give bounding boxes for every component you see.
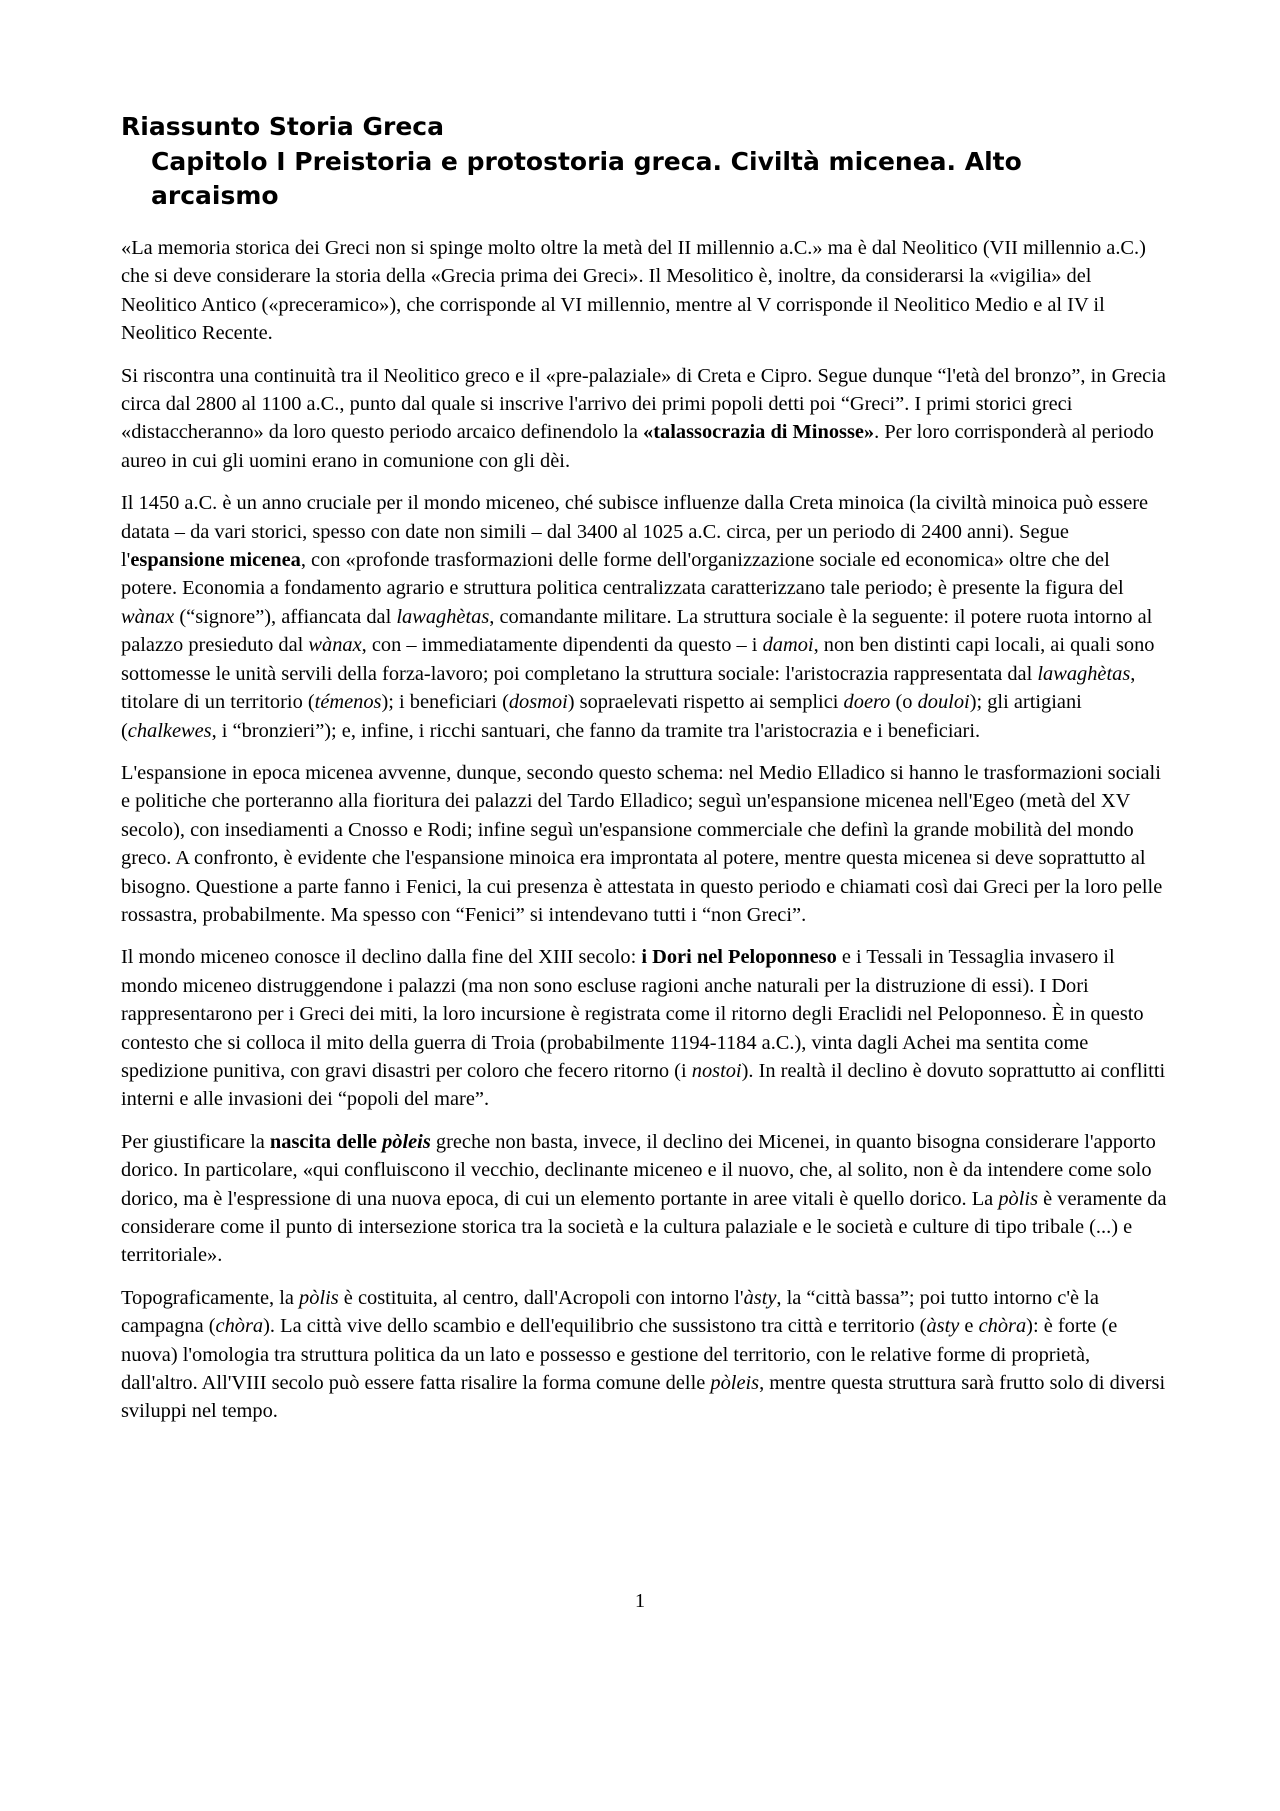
italic-term: wànax: [121, 605, 175, 628]
paragraph: [121, 489, 1169, 745]
document-title: Riassunto Storia Greca: [121, 112, 444, 141]
text-run: e: [959, 1315, 979, 1338]
text-run: «La memoria storica dei Greci non si spinge molto oltre la metà del II millennio a.C.» ma è dal Neolitico (VII millennio a.C.) che si deve considerare la storia della «Grecia prima dei Greci». Il Mesolitico è, inoltre, da considerarsi la «vigilia» del Neolitico Antico («preceramico»), che corrisponde al VI millennio, mentre al V corrisponde il Neolitico Medio e al IV il Neolitico Recente.: [121, 237, 1146, 345]
text-run: ). In realtà il declino è dovuto soprattutto ai conflitti interni e alle invasioni dei “popoli del mare”.: [121, 1059, 1166, 1111]
text-run: ) sopraelevati rispetto ai semplici: [567, 691, 844, 714]
bold-term: «talassocrazia di Minosse»: [643, 421, 875, 444]
text-run: (o: [890, 691, 918, 714]
text-run: Topograficamente, la: [121, 1286, 300, 1309]
italic-term: damoi: [762, 634, 814, 657]
italic-term: wànax: [308, 634, 362, 657]
text-run: è veramente da considerare come il punto di intersezione storica tra la società e la cultura palaziale e le società e culture di tipo tribale (...) e territoriale».: [121, 1187, 1167, 1267]
text-run: , i “bronzieri”); e, infine, i ricchi santuari, che fanno da tramite tra l'aristocrazia e i beneficiari.: [211, 719, 981, 742]
text-run: , con «profonde trasformazioni delle forme dell'organizzazione sociale ed economica» oltre che del potere. Economia a fondamento agrario e struttura politica centralizzata caratterizzano tale periodo; è presente la figura del: [121, 549, 1124, 600]
italic-term: nostoi: [691, 1059, 742, 1082]
chapter-title: Capitolo I Preistoria e protostoria greca. Civiltà micenea. Alto arcaismo: [151, 147, 1022, 210]
paragraph: [121, 362, 1169, 476]
italic-term: pòlis: [998, 1187, 1038, 1210]
bold-term: espansione micenea: [130, 549, 301, 572]
italic-term: lawaghètas: [1037, 662, 1131, 685]
text-run: , la “città bassa”; poi tutto intorno c'è la campagna (: [121, 1286, 1099, 1338]
text-run: è costituita, al centro, dall'Acropoli con intorno l': [338, 1286, 744, 1309]
text-run: greche non basta, invece, il declino dei Micenei, in quanto bisogna considerare l'apporto dorico. In particolare, «qui confluiscono il vecchio, declinante miceneo e il nuovo, che, al solito, non è da intendere come solo dorico, ma è l'espressione di una nuova epoca, di cui un elemento portante in aree vitali è quello dorico. La: [121, 1130, 1156, 1210]
body-text: [121, 234, 1169, 1440]
bold-term: nascita delle: [269, 1130, 383, 1153]
italic-term: pòlis: [299, 1286, 339, 1309]
italic-term: dosmoi: [508, 691, 568, 714]
bold-term: i Dori nel Peloponneso: [641, 946, 837, 969]
text-run: Il 1450 a.C. è un anno cruciale per il mondo miceneo, ché subisce influenze dalla Creta minoica (la civiltà minoica può essere datata – da vari storici, spesso con date non simili – dal 3400 al 1025 a.C. circa, per un periodo di 2400 anni). Segue l': [121, 492, 1149, 572]
text-run: , mentre questa struttura sarà frutto solo di diversi sviluppi nel tempo.: [121, 1372, 1166, 1423]
italic-term: pòleis: [710, 1372, 760, 1395]
italic-term: témenos: [314, 691, 382, 714]
paragraph: [121, 759, 1169, 929]
text-run: L'espansione in epoca micenea avvenne, dunque, secondo questo schema: nel Medio Elladico si hanno le trasformazioni sociali e politiche che porteranno alla fioritura dei palazzi del Tardo Elladico; seguì un'espansione micenea nell'Egeo (metà del XV secolo), con insediamenti a Cnosso e Rodi; infine seguì un'espansione commerciale che definì la grande mobilità del mondo greco. A confronto, è evidente che l'espansione minoica era improntata al potere, mentre questa micenea si deve soprattutto al bisogno. Questione a parte fanno i Fenici, la cui presenza è attestata in questo periodo e chiamati così dai Greci per la loro pelle rossastra, probabilmente. Ma spesso con “Fenici” si intendevano tutti i “non Greci”.: [121, 761, 1163, 926]
text-run: , comandante militare. La struttura sociale è la seguente: il potere ruota intorno al palazzo presieduto dal: [121, 605, 1153, 657]
bold-italic-term: pòleis: [382, 1130, 431, 1153]
text-run: . Per loro corrisponderà al periodo aureo in cui gli uomini erano in comunione con gli dèi.: [121, 421, 1154, 472]
italic-term: douloi: [917, 691, 970, 714]
page-number: 1: [634, 1590, 646, 1612]
text-run: (“signore”), affiancata dal: [174, 605, 397, 628]
italic-term: àsty: [926, 1315, 960, 1338]
italic-term: lawaghètas: [396, 605, 490, 628]
italic-term: chalkewes: [127, 719, 212, 742]
text-run: ): è forte (e nuova) l'omologia tra struttura politica da un lato e possesso e gestione del territorio, con le relative forme di proprietà, dall'altro. All'VIII secolo può essere fatta risalire la forma comune delle: [121, 1315, 1118, 1395]
paragraph: [121, 943, 1169, 1113]
italic-term: doero: [843, 691, 891, 714]
text-run: e i Tessali in Tessaglia invasero il mondo miceneo distruggendone i palazzi (ma non sono escluse ragioni anche naturali per la distruzione di essi). I Dori rappresentarono per i Greci dei miti, la loro incursione è registrata come il ritorno degli Eraclidi nel Peloponneso. È in questo contesto che si colloca il mito della guerra di Troia (probabilmente 1194-1184 a.C.), vinta dagli Achei ma sentita come spedizione punitiva, con gravi disastri per coloro che fecero ritorno (i: [121, 946, 1144, 1082]
italic-term: chòra: [978, 1315, 1027, 1338]
paragraph: [121, 1284, 1169, 1426]
italic-term: chòra: [215, 1315, 264, 1338]
text-run: Per giustificare la: [121, 1130, 270, 1153]
text-run: , titolare di un territorio (: [121, 662, 1136, 714]
text-run: ). La città vive dello scambio e dell'equilibrio che sussistono tra città e territorio (: [263, 1315, 927, 1338]
text-run: , con – immediatamente dipendenti da questo – i: [361, 634, 763, 657]
text-run: ); gli artigiani (: [121, 691, 1082, 742]
paragraph: [121, 234, 1169, 348]
text-run: , non ben distinti capi locali, ai quali sono sottomesse le unità servili della forza-lavoro; poi completano la struttura sociale: l'aristocrazia rappresentata dal: [121, 634, 1155, 685]
text-run: Il mondo miceneo conosce il declino dalla fine del XIII secolo:: [121, 946, 642, 969]
text-run: ); i beneficiari (: [381, 691, 509, 714]
italic-term: àsty: [743, 1286, 777, 1309]
text-run: Si riscontra una continuità tra il Neolitico greco e il «pre-palaziale» di Creta e Cipro. Segue dunque “l'età del bronzo”, in Grecia circa dal 2800 al 1100 a.C., punto dal quale si inscrive l'arrivo dei primi popoli detti poi “Greci”. I primi storici greci «distaccheranno» da loro questo periodo arcaico definendolo la: [121, 364, 1166, 444]
paragraph: [121, 1128, 1169, 1270]
